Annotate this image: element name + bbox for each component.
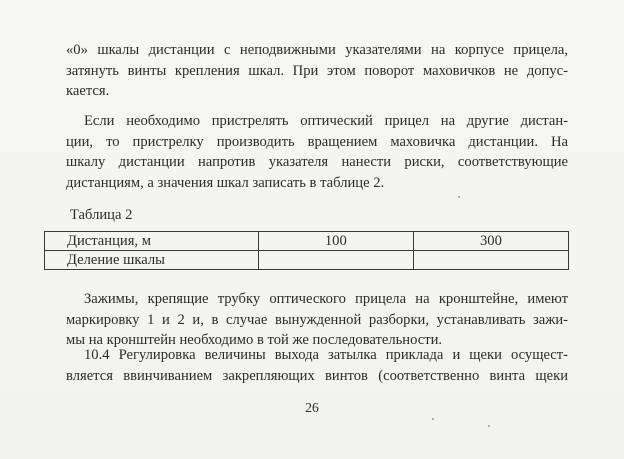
table-cell	[413, 251, 568, 270]
paragraph-clamps	[66, 289, 568, 351]
text-line: вляется ввинчиванием закрепляющих винтов (соответственно винта щеки	[66, 367, 568, 384]
table-row-label: Дистанция, м	[45, 232, 259, 251]
text-line: дистанциям, а значения шкал записать в таблице 2.	[66, 174, 385, 191]
table-cell	[258, 251, 413, 270]
table-row	[45, 232, 569, 251]
paragraph-section-10-4	[66, 345, 568, 386]
table-caption: Таблица 2	[70, 207, 133, 223]
scan-speck	[488, 425, 490, 427]
text-line: кается.	[66, 83, 110, 99]
page-number: 26	[305, 400, 319, 415]
table-cell: 300	[413, 232, 568, 251]
paragraph-scale-zero	[66, 40, 568, 102]
text-line: 10.4 Регулировка величины выхода затылка приклада и щеки осущест-	[84, 347, 568, 363]
text-line: затянуть винты крепления шкал. При этом поворот маховичков не допус-	[66, 62, 568, 79]
table-row	[45, 251, 569, 270]
text-line: Зажимы, крепящие трубку оптического прицела на кронштейне, имеют	[84, 291, 568, 307]
table-cell: 100	[258, 232, 413, 251]
text-line: ции, то пристрелку производить вращением маховичка дистанции. На	[66, 133, 568, 150]
scan-speck	[458, 196, 460, 198]
text-line: шкалу дистанции напротив указателя нанести риски, соответствующие	[66, 154, 568, 170]
scan-speck	[432, 418, 434, 420]
text-line: «0» шкалы дистанции с неподвижными указателями на корпусе прицела,	[66, 42, 568, 58]
paragraph-other-distances	[66, 111, 568, 193]
text-line: мы на кронштейн необходимо в той же последовательности.	[66, 332, 443, 348]
text-line: Если необходимо пристрелять оптический прицел на другие дистан-	[84, 113, 568, 129]
text-line: маркировку 1 и 2 и, в случае вынужденной разборки, устанавливать зажи-	[66, 311, 568, 328]
distance-scale-table	[44, 231, 569, 270]
table-row-label: Деление шкалы	[45, 251, 259, 270]
